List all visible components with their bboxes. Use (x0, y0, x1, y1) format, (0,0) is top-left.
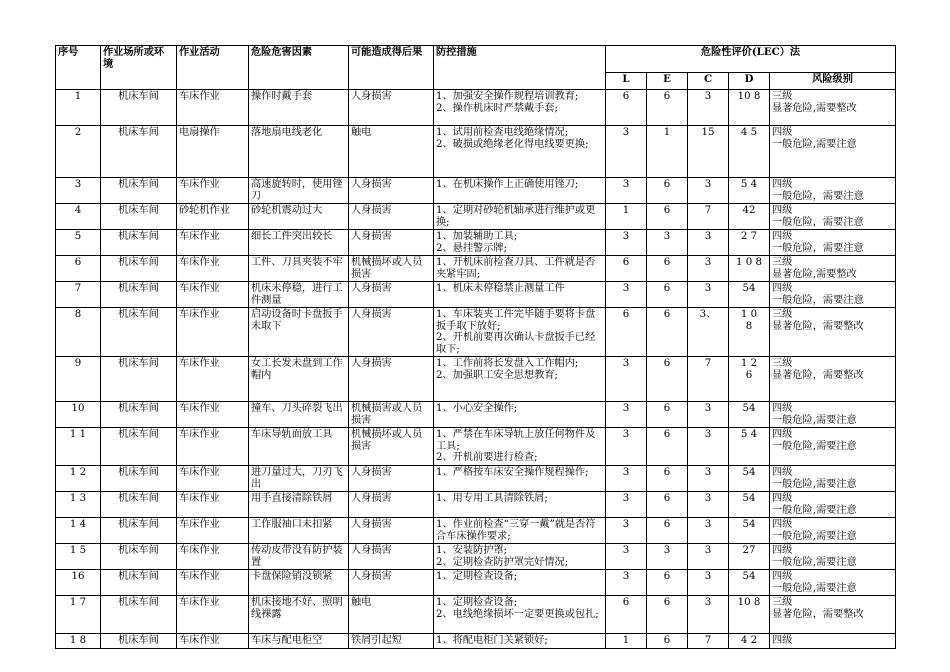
row-number: 10 (56, 402, 101, 428)
consequence: 人身损害 (349, 204, 434, 230)
hazard-factor: 车床与配电柜空 (249, 634, 349, 649)
risk-level: 四级 一般危险,需要注意 (770, 126, 896, 178)
risk-level: 四级 一般危险,需要注意 (770, 402, 896, 428)
header-level: 风险级别 (770, 73, 896, 90)
score-D: 4 5 (729, 126, 770, 178)
work-place: 机床车间 (101, 308, 177, 357)
work-place: 机床车间 (101, 428, 177, 466)
table-row (56, 308, 896, 357)
score-D: 5 4 (729, 178, 770, 204)
work-activity: 车床作业 (177, 634, 249, 649)
risk-level: 四级 一般危险，需要注意 (770, 282, 896, 308)
table-row (56, 282, 896, 308)
row-number: 1 (56, 90, 101, 126)
hazard-factor: 撞车、刀头碎裂飞出 (249, 402, 349, 428)
score-D: 10 8 (729, 596, 770, 634)
score-D: 5 4 (729, 428, 770, 466)
consequence: 人身损害 (349, 90, 434, 126)
work-activity: 车床作业 (177, 466, 249, 492)
control-measures: 1、试用前检查电线绝缘情况; 2、破损或绝缘老化得电线要更换; (434, 126, 606, 178)
table-row (56, 357, 896, 402)
score-E: 6 (647, 256, 688, 282)
hazard-factor: 落地扇电线老化 (249, 126, 349, 178)
score-C: 3 (688, 402, 729, 428)
work-activity: 车床作业 (177, 178, 249, 204)
hazard-factor: 启动设备时卡盘扳手未取下 (249, 308, 349, 357)
table-row (56, 90, 896, 126)
table-row (56, 492, 896, 518)
row-number: 1 7 (56, 596, 101, 634)
score-L: 6 (606, 90, 647, 126)
control-measures: 1、用专用工具清除铁屑; (434, 492, 606, 518)
work-activity: 车床作业 (177, 596, 249, 634)
score-D: 10 8 (729, 90, 770, 126)
risk-level: 四级 一般危险,需要注意 (770, 428, 896, 466)
control-measures: 1、在机床操作上正确使用锉刀; (434, 178, 606, 204)
work-place: 机床车间 (101, 178, 177, 204)
work-activity: 电扇操作 (177, 126, 249, 178)
table-row (56, 634, 896, 649)
score-D: 54 (729, 466, 770, 492)
score-C: 3 (688, 230, 729, 256)
work-activity: 车床作业 (177, 230, 249, 256)
score-C: 3 (688, 178, 729, 204)
score-L: 3 (606, 492, 647, 518)
header-activity: 作业活动 (177, 46, 249, 90)
score-D: 27 (729, 544, 770, 570)
risk-level: 四级 (770, 634, 896, 649)
consequence: 人身损害 (349, 357, 434, 402)
score-C: 3 (688, 428, 729, 466)
row-number: 1 4 (56, 518, 101, 544)
control-measures: 1、将配电柜门关紧锁好; (434, 634, 606, 649)
score-L: 3 (606, 428, 647, 466)
work-activity: 车床作业 (177, 492, 249, 518)
score-C: 3 (688, 570, 729, 596)
score-E: 6 (647, 428, 688, 466)
score-D: 1 2 6 (729, 357, 770, 402)
risk-level: 四级 一般危险,需要注意 (770, 570, 896, 596)
hazard-factor: 卡盘保险销没锁紧 (249, 570, 349, 596)
work-activity: 车床作业 (177, 282, 249, 308)
work-place: 机床车间 (101, 466, 177, 492)
risk-level: 四级 一般危险，需要注意 (770, 204, 896, 230)
consequence: 人身损害 (349, 308, 434, 357)
risk-level: 四级 一般危险,需要注意 (770, 466, 896, 492)
work-place: 机床车间 (101, 402, 177, 428)
score-E: 6 (647, 596, 688, 634)
row-number: 3 (56, 178, 101, 204)
control-measures: 1、车床装夹工件完毕随手要将卡盘扳手取下放好; 2、开机前要再次确认卡盘扳手已经取下; (434, 308, 606, 357)
table-row (56, 544, 896, 570)
score-E: 6 (647, 492, 688, 518)
row-number: 1 5 (56, 544, 101, 570)
risk-level: 四级 一般危险,需要注意 (770, 544, 896, 570)
header-D: D (729, 73, 770, 90)
control-measures: 1、加装辅助工具; 2、悬挂警示牌; (434, 230, 606, 256)
score-C: 3 (688, 90, 729, 126)
hazard-factor: 进刀量过大，刀刃飞出 (249, 466, 349, 492)
row-number: 1 3 (56, 492, 101, 518)
score-C: 3 (688, 466, 729, 492)
control-measures: 1、定期检查设备; 2、电线绝缘损坏一定要更换或包扎; (434, 596, 606, 634)
header-L: L (606, 73, 647, 90)
score-E: 6 (647, 570, 688, 596)
score-C: 3 (688, 596, 729, 634)
score-L: 3 (606, 230, 647, 256)
control-measures: 1、小心安全操作; (434, 402, 606, 428)
work-place: 机床车间 (101, 570, 177, 596)
work-place: 机床车间 (101, 492, 177, 518)
control-measures: 1、严禁在车床导轨上放任何物件及工具; 2、开机前要进行检查; (434, 428, 606, 466)
table-row (56, 230, 896, 256)
score-E: 6 (647, 518, 688, 544)
row-number: 4 (56, 204, 101, 230)
score-D: 54 (729, 570, 770, 596)
control-measures: 1、定期对砂轮机轴承进行维护或更换; (434, 204, 606, 230)
score-L: 3 (606, 570, 647, 596)
consequence: 触电 (349, 126, 434, 178)
score-L: 1 (606, 634, 647, 649)
header-E: E (647, 73, 688, 90)
score-E: 1 (647, 126, 688, 178)
table-row (56, 126, 896, 178)
consequence: 人身损害 (349, 544, 434, 570)
consequence: 人身损害 (349, 492, 434, 518)
work-activity: 车床作业 (177, 428, 249, 466)
risk-level: 四级 一般危险,需要注意 (770, 492, 896, 518)
score-C: 3 (688, 256, 729, 282)
score-E: 6 (647, 90, 688, 126)
work-place: 机床车间 (101, 596, 177, 634)
consequence: 机械损坏或人员损害 (349, 256, 434, 282)
table-row (56, 466, 896, 492)
score-L: 6 (606, 596, 647, 634)
score-E: 6 (647, 282, 688, 308)
header-no: 序号 (56, 46, 101, 90)
hazard-factor: 机床接地不好、照明线裸露 (249, 596, 349, 634)
work-place: 机床车间 (101, 634, 177, 649)
score-D: 2 7 (729, 230, 770, 256)
score-L: 3 (606, 518, 647, 544)
header-place: 作业场所或环境 (101, 46, 177, 90)
score-E: 6 (647, 634, 688, 649)
table-body (56, 90, 896, 649)
score-E: 3 (647, 230, 688, 256)
score-D: 1 0 8 (729, 308, 770, 357)
hazard-factor: 用手直接清除铁屑 (249, 492, 349, 518)
table-row (56, 518, 896, 544)
score-D: 4 2 (729, 634, 770, 649)
hazard-factor: 砂轮机震动过大 (249, 204, 349, 230)
row-number: 7 (56, 282, 101, 308)
control-measures: 1、开机床前检查刀具、工件就是否夹紧牢固; (434, 256, 606, 282)
hazard-factor: 高速旋转时，使用锉刀 (249, 178, 349, 204)
hazard-factor: 女工长发未盘到工作帽内 (249, 357, 349, 402)
hazard-factor: 机床未停稳，进行工件测量 (249, 282, 349, 308)
row-number: 2 (56, 126, 101, 178)
score-E: 6 (647, 204, 688, 230)
consequence: 人身损害 (349, 178, 434, 204)
table-row (56, 596, 896, 634)
work-place: 机床车间 (101, 256, 177, 282)
score-L: 3 (606, 357, 647, 402)
score-D: 54 (729, 492, 770, 518)
header-measures: 防控措施 (434, 46, 606, 90)
row-number: 16 (56, 570, 101, 596)
score-L: 3 (606, 466, 647, 492)
control-measures: 1、机床未停稳禁止测量工件 (434, 282, 606, 308)
header-consequence: 可能造成得后果 (349, 46, 434, 90)
row-number: 5 (56, 230, 101, 256)
work-activity: 车床作业 (177, 256, 249, 282)
score-D: 54 (729, 402, 770, 428)
risk-assessment-table (55, 45, 896, 649)
work-place: 机床车间 (101, 90, 177, 126)
control-measures: 1、加强安全操作规程培训教育; 2、操作机床时严禁戴手套; (434, 90, 606, 126)
score-C: 3 (688, 544, 729, 570)
work-place: 机床车间 (101, 282, 177, 308)
row-number: 8 (56, 308, 101, 357)
header-hazard: 危险危害因素 (249, 46, 349, 90)
row-number: 1 2 (56, 466, 101, 492)
score-L: 3 (606, 402, 647, 428)
score-L: 3 (606, 126, 647, 178)
score-C: 7 (688, 357, 729, 402)
hazard-factor: 车床导轨面放工具 (249, 428, 349, 466)
risk-level: 三级 显著危险,需要整改 (770, 90, 896, 126)
consequence: 人身损害 (349, 466, 434, 492)
hazard-factor: 传动皮带没有防护装置 (249, 544, 349, 570)
work-activity: 车床作业 (177, 357, 249, 402)
row-number: 1 1 (56, 428, 101, 466)
score-C: 3 (688, 518, 729, 544)
header-C: C (688, 73, 729, 90)
work-activity: 车床作业 (177, 544, 249, 570)
score-L: 3 (606, 282, 647, 308)
work-activity: 车床作业 (177, 308, 249, 357)
header-evaluation: 危险性评价(LEC）法 (606, 46, 896, 73)
risk-level: 四级 一般危险，需要注意 (770, 230, 896, 256)
hazard-factor: 操作时戴手套 (249, 90, 349, 126)
work-place: 机床车间 (101, 126, 177, 178)
table-row (56, 178, 896, 204)
score-C: 7 (688, 634, 729, 649)
work-place: 机床车间 (101, 544, 177, 570)
score-C: 3 (688, 492, 729, 518)
work-place: 机床车间 (101, 204, 177, 230)
risk-level: 三级 显著危险，需要整改 (770, 596, 896, 634)
consequence: 铁屑引起短 (349, 634, 434, 649)
consequence: 人身损害 (349, 230, 434, 256)
score-C: 3 (688, 282, 729, 308)
row-number: 1 8 (56, 634, 101, 649)
score-E: 6 (647, 178, 688, 204)
risk-level: 三级 显著危险,需要整改 (770, 256, 896, 282)
score-E: 6 (647, 466, 688, 492)
work-activity: 车床作业 (177, 518, 249, 544)
work-place: 机床车间 (101, 357, 177, 402)
risk-level: 四级 一般危险，需要注意 (770, 178, 896, 204)
control-measures: 1、作业前检查“三穿一戴”就是否符合车床操作要求; (434, 518, 606, 544)
risk-level: 四级 一般危险,需要注意 (770, 518, 896, 544)
score-C: 15 (688, 126, 729, 178)
score-D: 42 (729, 204, 770, 230)
score-D: 54 (729, 282, 770, 308)
work-activity: 车床作业 (177, 570, 249, 596)
consequence: 机械损害或人员损害 (349, 402, 434, 428)
score-L: 3 (606, 544, 647, 570)
work-place: 机床车间 (101, 230, 177, 256)
table-row (56, 256, 896, 282)
table-row (56, 428, 896, 466)
control-measures: 1、工作前将长发盘入工作帽内; 2、加强职工安全思想教育; (434, 357, 606, 402)
score-L: 1 (606, 204, 647, 230)
work-place: 机床车间 (101, 518, 177, 544)
score-C: 3、 (688, 308, 729, 357)
table-row (56, 402, 896, 428)
score-L: 3 (606, 178, 647, 204)
work-activity: 砂轮机作业 (177, 204, 249, 230)
row-number: 9 (56, 357, 101, 402)
hazard-factor: 工作服袖口未扣紧 (249, 518, 349, 544)
hazard-factor: 细长工件突出较长 (249, 230, 349, 256)
row-number: 6 (56, 256, 101, 282)
hazard-factor: 工件、刀具夹装不牢 (249, 256, 349, 282)
score-E: 3 (647, 544, 688, 570)
control-measures: 1、定期检查设备; (434, 570, 606, 596)
score-C: 7 (688, 204, 729, 230)
risk-level: 三级 显著危险，需要整改 (770, 357, 896, 402)
consequence: 人身损害 (349, 570, 434, 596)
table-row (56, 570, 896, 596)
score-D: 54 (729, 518, 770, 544)
score-E: 6 (647, 357, 688, 402)
score-D: 1 0 8 (729, 256, 770, 282)
consequence: 机械损坏或人员损害 (349, 428, 434, 466)
control-measures: 1、严格按车床安全操作规程操作; (434, 466, 606, 492)
work-activity: 车床作业 (177, 402, 249, 428)
table-row (56, 204, 896, 230)
control-measures: 1、安装防护罩; 2、定期检查防护罩完好情况; (434, 544, 606, 570)
consequence: 人身损害 (349, 282, 434, 308)
consequence: 触电 (349, 596, 434, 634)
score-E: 6 (647, 308, 688, 357)
work-activity: 车床作业 (177, 90, 249, 126)
score-L: 6 (606, 308, 647, 357)
score-L: 6 (606, 256, 647, 282)
score-E: 6 (647, 402, 688, 428)
consequence: 人身损害 (349, 518, 434, 544)
risk-level: 三级 显著危险，需要整改 (770, 308, 896, 357)
